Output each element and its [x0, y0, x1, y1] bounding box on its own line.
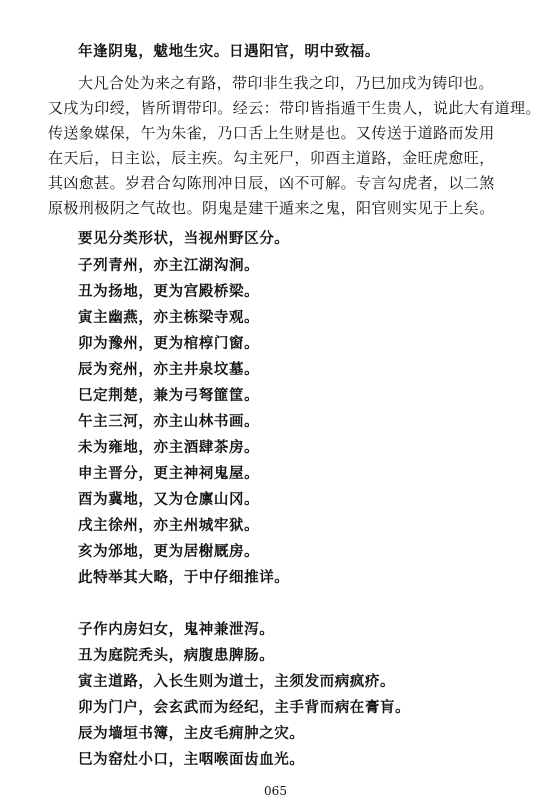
verse-line: 午主三河，亦主山林书画。	[78, 414, 260, 430]
verse-line: 卯为门户，会玄武而为经纪，主手背而病在膏肓。	[78, 700, 411, 716]
verse-line: 巳定荆楚，兼为弓弩篚筐。	[78, 388, 260, 404]
verse-line: 寅主道路，入长生则为道士，主须发而病疯疥。	[78, 674, 396, 690]
verse-line: 未为雍地，亦主酒肆茶房。	[78, 440, 260, 456]
verse-line: 戌主徐州，亦主州城牢狱。	[78, 518, 260, 534]
paragraph-line: 原极刑极阴之气故也。阴鬼是建干遁来之鬼，阳官则实见于上矣。	[48, 199, 495, 217]
verse-line: 巳为窑灶小口，主咽喉面齿血光。	[78, 752, 305, 768]
verse-heading: 年逢阴鬼，魃地生灾。日遇阳官，明中致福。	[78, 44, 380, 60]
paragraph-line: 又戌为印绶，皆所谓带印。经云：带印皆指遁干生贵人，说此大有道理。	[48, 99, 541, 117]
verse-line: 酉为冀地，又为仓廪山冈。	[78, 492, 260, 508]
verse-line: 亥为邠地，更为居榭厩房。	[78, 544, 260, 560]
verse-line: 要见分类形状，当视州野区分。	[78, 231, 290, 247]
verse-line: 申主晋分，更主神祠鬼屋。	[78, 466, 260, 482]
verse-line: 辰为墙垣书簿，主皮毛痈肿之灾。	[78, 726, 305, 742]
verse-line: 此特举其大略，于中仔细推详。	[78, 570, 290, 586]
verse-line: 辰为兖州，亦主井泉坟墓。	[78, 362, 260, 378]
verse-line: 丑为扬地，更为宫殿桥梁。	[78, 284, 260, 300]
paragraph-line: 其凶愈甚。岁君合勾陈刑冲日辰，凶不可解。专言勾虎者，以二煞	[48, 174, 495, 192]
verse-line: 子作内房妇女，鬼神兼泄泻。	[78, 622, 275, 638]
verse-line: 子列青州，亦主江湖沟涧。	[78, 258, 260, 274]
verse-line: 丑为庭院秃头，病腹患脾肠。	[78, 648, 275, 664]
paragraph-line: 大凡合处为来之有路，带印非生我之印，乃巳加戌为铸印也。	[78, 74, 494, 92]
verse-line: 寅主幽燕，亦主栋梁寺观。	[78, 310, 260, 326]
verse-line: 卯为豫州，更为棺椁门窗。	[78, 336, 260, 352]
paragraph-line: 在天后，日主讼，辰主疾。勾主死尸，卯酉主道路，金旺虎愈旺，	[48, 149, 495, 167]
page-number: 065	[264, 784, 287, 798]
paragraph-line: 传送象媒保，午为朱雀，乃口舌上生财是也。又传送于道路而发用	[48, 124, 495, 142]
